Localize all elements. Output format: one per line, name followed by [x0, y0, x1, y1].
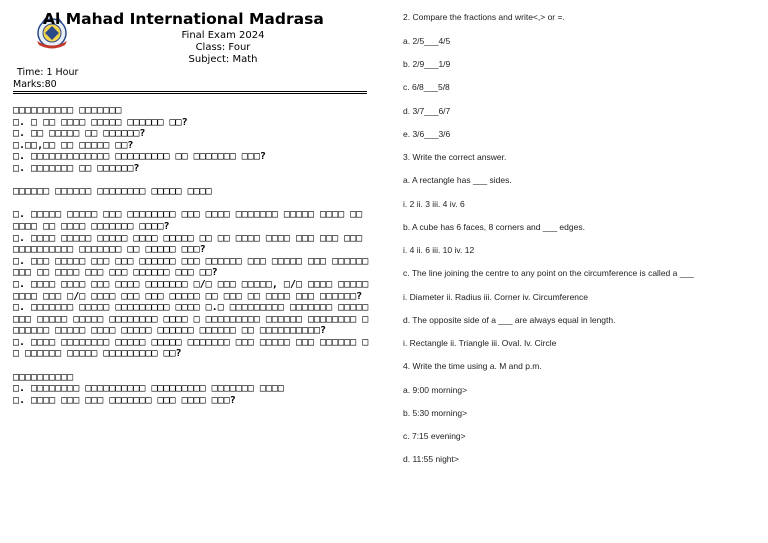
question-item: c. 7:15 evening> [403, 431, 466, 441]
question-item: □. □□□□□□□□ □□□□□□□□□□ □□□□□□□□□ □□□□□□□ □□□□ [13, 383, 284, 395]
time-label: Time: 1 Hour [17, 67, 79, 78]
question-item: b. 2/9___1/9 [403, 59, 451, 69]
answer-options: i. Rectangle ii. Triangle iii. Oval. Iv. Circle [403, 338, 557, 348]
question-item: d. 3/7___6/7 [403, 106, 451, 116]
question-item: e. 3/6___3/6 [403, 129, 451, 139]
school-name: Al Mahad International Madrasa [43, 10, 324, 28]
question-item: d. The opposite side of a ___ are always equal in length. [403, 315, 616, 325]
question-item: □. □□ □□□□□ □□ □□□□□□? [13, 128, 146, 140]
question-item: □. □ □□ □□□□ □□□□□ □□□□□□ □□? [13, 116, 188, 128]
question-item: a. 2/5___4/5 [403, 36, 451, 46]
question-item: c. 6/8___5/8 [403, 82, 450, 92]
question-item: b. A cube has 6 faces, 8 corners and ___ edges. [403, 222, 585, 232]
subject-label: Subject: Math [188, 54, 258, 65]
class-label: Class: Four [195, 42, 251, 53]
question-item: □. □□□□□□□ □□□□□ □□□□□□□□□ □□□□ □.□ □□□□□□□□□ □□□□□□□ □□□□□□□□ □□□□□ □□□□□ □□□□□□□□ □□□□ □ □□□□□□□□□ □□□□□□ □□□□□□□□ □□□□□□□ □□□□□ □□□□ □□□□□ □□□□□□ □□□□□□ □□ □□□□□□□□□□? [13, 302, 369, 337]
question-item: □. □□□□ □□□ □□□ □□□□□□□ □□□ □□□□ □□□? [13, 394, 236, 406]
question-heading: 3. Write the correct answer. [403, 152, 507, 162]
section-title: □□□□□□ □□□□□□ □□□□□□□□ □□□□□ □□□□ [13, 186, 212, 198]
exam-title: Final Exam 2024 [181, 30, 265, 41]
header-divider [13, 91, 367, 92]
answer-options: i. 2 ii. 3 iii. 4 iv. 6 [403, 199, 465, 209]
answer-options: i. 4 ii. 6 iii. 10 iv. 12 [403, 245, 475, 255]
answer-options: i. Diameter ii. Radius iii. Corner iv. Circumference [403, 292, 589, 302]
question-block [13, 105, 375, 406]
header-divider-2 [13, 93, 367, 94]
question-item: a. A rectangle has ___ sides. [403, 175, 512, 185]
section-title: □□□□□□□□□□ □□□□□□□ [13, 105, 122, 116]
question-item: □. □□□□ □□□□□□□□ □□□□□ □□□□□ □□□□□□□ □□□ □□□□□ □□□ □□□□□□ □□ □□□□□□ □□□□□ □□□□□□□□□ □□? [13, 336, 369, 360]
question-item: □. □□□□ □□□□□ □□□□□ □□□□ □□□□□ □□ □□ □□□□ □□□□ □□□ □□□ □□□ □□□□□□□□□□ □□□□□□□ □□ □□□□□ □□□? [13, 232, 369, 256]
question-item: a. 9:00 morning> [403, 385, 468, 395]
section-title: □□□□□□□□□□ [13, 371, 74, 383]
question-item: b. 5:30 morning> [403, 408, 468, 418]
question-item: d. 11:55 night> [403, 454, 459, 464]
question-item: □. □□□□□□□□□□□□□ □□□□□□□□□ □□ □□□□□□□ □□□? [13, 151, 266, 163]
question-heading: 2. Compare the fractions and write<,> or =. [403, 12, 565, 22]
question-item: □. □□□ □□□□□ □□□ □□□ □□□□□□ □□□ □□□□□□ □□□ □□□□□ □□□ □□□□□□ □□□ □□ □□□□ □□□ □□□ □□□□□□ □□□ □□? [13, 255, 375, 279]
question-item: □.□□,□□ □□ □□□□□ □□? [13, 139, 134, 151]
question-item: □. □□□□ □□□□ □□□ □□□□ □□□□□□□ □/□ □□□ □□□□□, □/□ □□□□ □□□□□□□□□ □□□ □/□ □□□□ □□□ □□□ □□□□□ □□ □□□ □□ □□□□ □□□ □□□□□□? [13, 278, 369, 302]
marks-label: Marks:80 [13, 79, 57, 90]
question-item: □. □□□□□□□ □□ □□□□□□? [13, 162, 140, 174]
question-item: c. The line joining the centre to any point on the circumference is called a ___ [403, 268, 694, 278]
question-item: □. □□□□□ □□□□□ □□□ □□□□□□□□ □□□ □□□□ □□□□□□□ □□□□□ □□□□ □□ □□□□ □□ □□□□ □□□□□□□ □□□□? [13, 209, 369, 232]
question-heading: 4. Write the time using a. M and p.m. [403, 361, 542, 371]
